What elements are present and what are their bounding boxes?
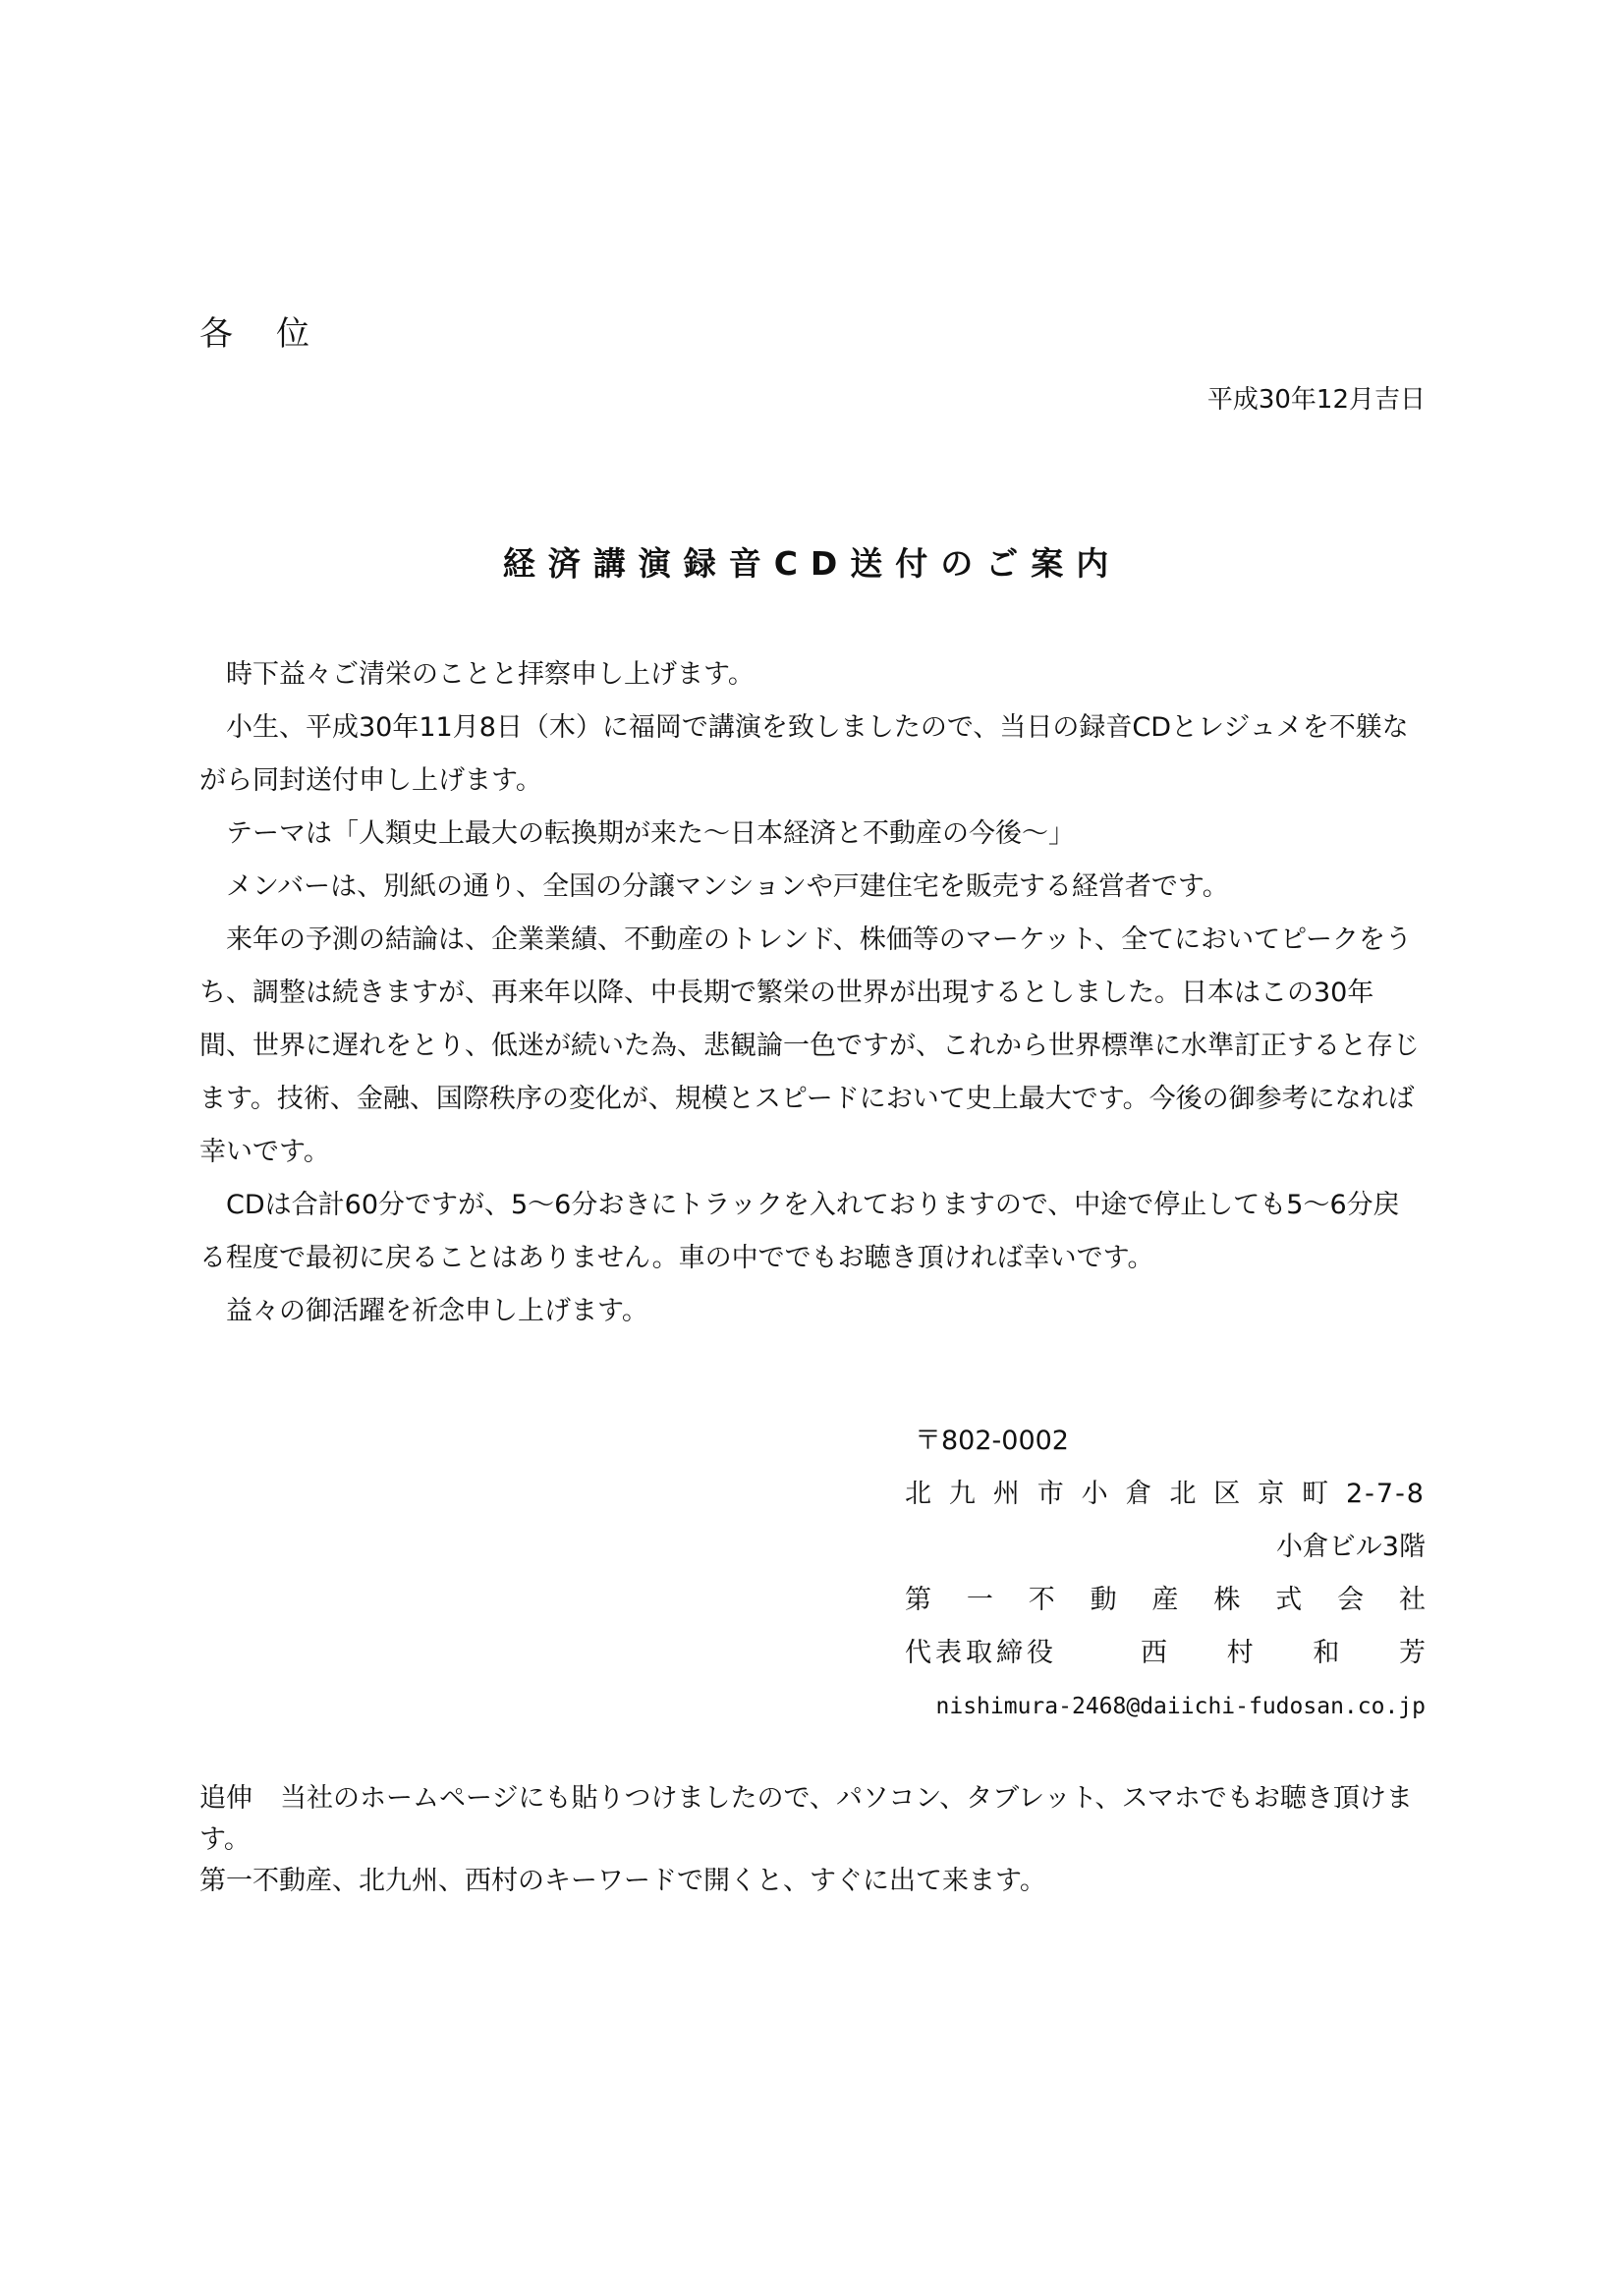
body-paragraph-forecast: 来年の予測の結論は、企業業績、不動産のトレンド、株価等のマーケット、全てにおいてピークをうち、調整は続きますが、再来年以降、中長期で繁栄の世界が出現するとしました。日本はこの30年間、世界に遅れをとり、低迷が続いた為、悲観論一色ですが、これから世界標準に水準訂正すると存じます。技術、金融、国際秩序の変化が、規模とスピードにおいて史上最大です。今後の御参考になれば幸いです。 bbox=[199, 924, 1420, 1167]
body-paragraph-cd-info: CDは合計60分ですが、5～6分おきにトラックを入れておりますので、中途で停止しても5～6分戻る程度で最初に戻ることはありません。車の中ででもお聴き頂ければ幸いです。 bbox=[199, 1190, 1400, 1273]
body-paragraph-greeting: 時下益々ご清栄のことと拝察申し上げます。 bbox=[226, 659, 755, 690]
sender-representative bbox=[905, 1627, 1426, 1680]
sender-role: 代表取締役 bbox=[905, 1638, 1057, 1668]
postscript-line-2: 第一不動産、北九州、西村のキーワードで開くと、すぐに出て来ます。 bbox=[199, 1866, 1046, 1896]
sender-city-address: 北九州市小倉北区京町2-7-8 bbox=[905, 1479, 1426, 1509]
body-paragraph-lecture: 小生、平成30年11月8日（木）に福岡で講演を致しましたので、当日の録音CDとレジュメを不躾ながら同封送付申し上げます。 bbox=[199, 712, 1409, 796]
letter-date: 平成30年12月吉日 bbox=[1206, 385, 1426, 415]
body-paragraph-members: メンバーは、別紙の通り、全国の分譲マンションや戸建住宅を販売する経営者です。 bbox=[226, 871, 1229, 902]
sender-address-block bbox=[905, 1415, 1426, 1733]
body-paragraph-closing: 益々の御活躍を祈念申し上げます。 bbox=[226, 1296, 648, 1326]
letter-body bbox=[199, 648, 1426, 1338]
postscript-text-1: 当社のホームページにも貼りつけましたので、パソコン、タブレット、スマホでもお聴き頂けます。 bbox=[199, 1783, 1413, 1855]
sender-company: 第一不動産株式会社 bbox=[905, 1585, 1426, 1615]
body-paragraph-theme: テーマは「人類史上最大の転換期が来た～日本経済と不動産の今後～」 bbox=[226, 818, 1075, 849]
letter-title: 経済講演録音CD送付のご案内 bbox=[502, 544, 1122, 583]
postscript-label: 追伸 bbox=[199, 1783, 252, 1814]
postscript-line-1 bbox=[199, 1778, 1428, 1861]
postscript bbox=[199, 1778, 1428, 1902]
salutation: 各位 bbox=[199, 314, 353, 354]
sender-postal-code: 〒802-0002 bbox=[915, 1426, 1069, 1456]
sender-name: 西村和芳 bbox=[1141, 1638, 1426, 1668]
sender-email: nishimura-2468@daiichi-fudosan.co.jp bbox=[935, 1694, 1426, 1719]
sender-building: 小倉ビル3階 bbox=[1275, 1532, 1426, 1562]
